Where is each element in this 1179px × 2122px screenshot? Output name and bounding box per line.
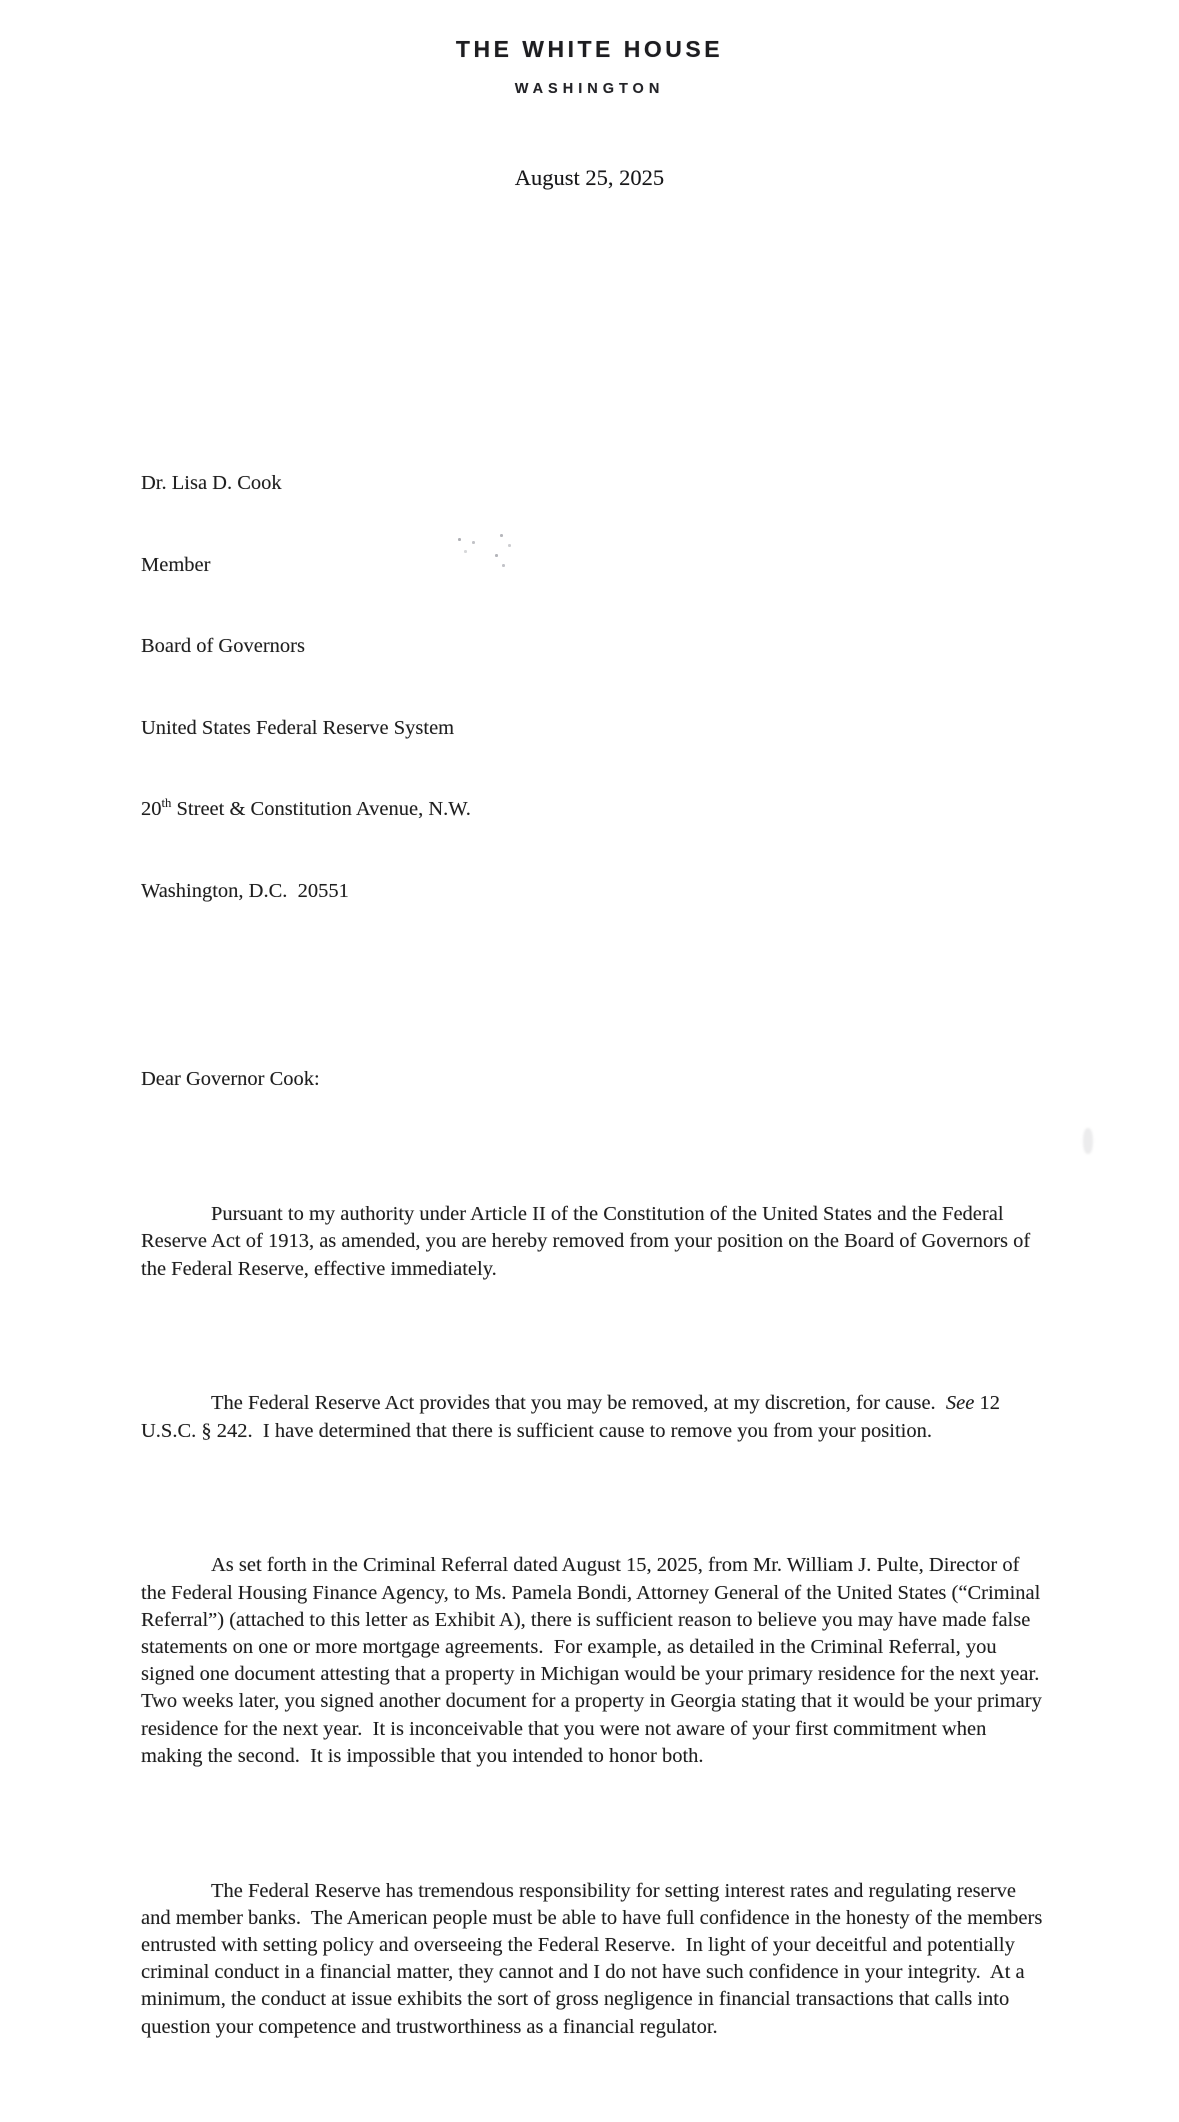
street-rest: Street & Constitution Avenue, N.W. xyxy=(171,798,471,821)
paragraph-cause-post: 12 U.S.C. § 242. I have determined that there is sufficient cause to remove you from your position. xyxy=(141,1392,1006,1442)
paragraph-cause xyxy=(141,1390,1049,1444)
recipient-title: Member xyxy=(141,553,211,576)
letter-date: August 25, 2025 xyxy=(514,165,665,190)
paragraph-removal: Pursuant to my authority under Article II of the Constitution of the United States and the Federal Reserve Act of 1913, as amended, you are hereby removed from your position on the Board of Governors of the Federal Reserve, effective immediately. xyxy=(141,1203,1036,1280)
letter-content xyxy=(141,334,1049,2122)
paragraph-cause-see-citation: See xyxy=(945,1392,975,1415)
street-number: 20 xyxy=(141,798,162,821)
recipient-city: Washington, D.C. 20551 xyxy=(141,880,349,903)
street-ordinal: th xyxy=(161,796,172,811)
recipient-org-system: United States Federal Reserve System xyxy=(141,716,455,739)
recipient-org-board: Board of Governors xyxy=(141,635,305,658)
letterhead-title: THE WHITE HOUSE xyxy=(455,36,724,62)
salutation: Dear Governor Cook: xyxy=(141,1068,320,1091)
paragraph-confidence: The Federal Reserve has tremendous responsibility for setting interest rates and regulating reserve and member banks. The American people must be able to have full confidence in the honesty of the members entrusted with setting policy and overseeing the Federal Reserve. In light of your deceitful and potentially criminal conduct in a financial matter, they cannot and I do not have such confidence in your integrity. At a minimum, the conduct at issue exhibits the sort of gross negligence in financial transactions that calls into question your competence and trustworthiness as a financial regulator. xyxy=(141,1879,1048,2038)
scan-smudge xyxy=(1083,1128,1093,1154)
letterhead-subtitle: WASHINGTON xyxy=(514,81,665,97)
paragraph-cause-pre: The Federal Reserve Act provides that you may be removed, at my discretion, for cause. xyxy=(211,1392,946,1415)
recipient-address xyxy=(141,416,1049,960)
recipient-street xyxy=(141,796,1049,823)
recipient-name: Dr. Lisa D. Cook xyxy=(141,472,282,495)
paragraph-criminal-referral: As set forth in the Criminal Referral dated August 15, 2025, from Mr. William J. Pulte, Director of the Federal Housing Finance Agency, to Ms. Pamela Bondi, Attorney General of the United States (“Criminal Referral”) (attached to this letter as Exhibit A), there is sufficient reason to believe you may have made false statements on one or more mortgage agreements. For example, as detailed in the Criminal Referral, you signed one document attesting that a property in Michigan would be your primary residence for the next year. Two weeks later, you signed another document for a property in Georgia stating that it would be your primary residence for the next year. It is inconceivable that you were not aware of your first commitment when making the second. It is impossible that you intended to honor both. xyxy=(141,1554,1050,1767)
